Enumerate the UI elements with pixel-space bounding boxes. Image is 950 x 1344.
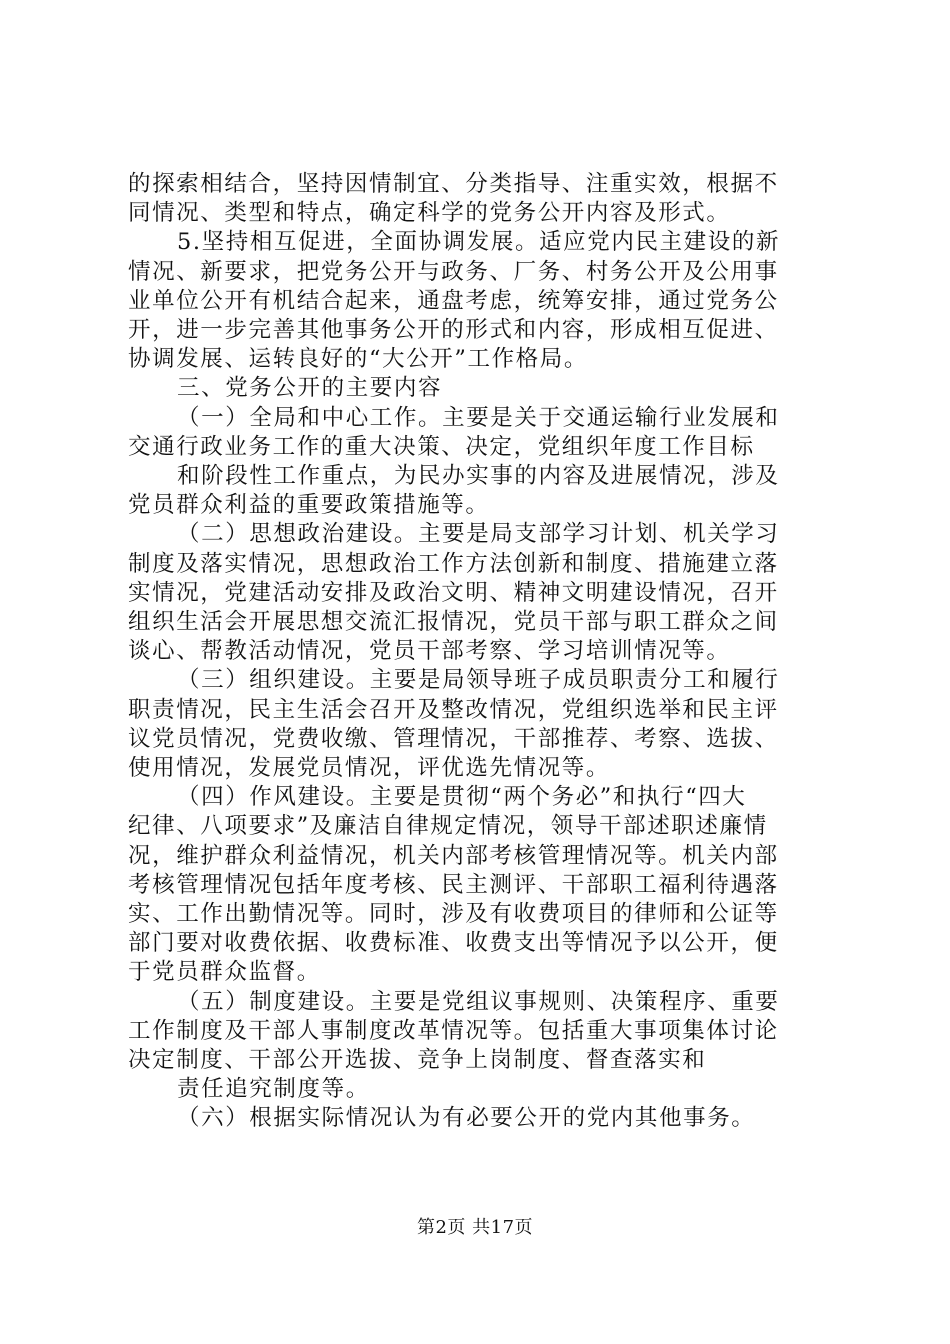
body-text-line: 的探索相结合，坚持因情制宜、分类指导、注重实效，根据不 — [128, 171, 779, 197]
body-text-line: 5.坚持相互促进，全面协调发展。适应党内民主建设的新 — [177, 229, 781, 255]
body-text-line: （六）根据实际情况认为有必要公开的党内其他事务。 — [177, 1105, 756, 1131]
body-text-line: （二）思想政治建设。主要是局支部学习计划、机关学习 — [177, 521, 780, 547]
body-text-line: 况，维护群众利益情况，机关内部考核管理情况等。机关内部 — [128, 843, 779, 869]
body-text-line: 交通行政业务工作的重大决策、决定，党组织年度工作目标 — [128, 434, 755, 460]
body-text-line: 职责情况，民主生活会召开及整改情况，党组织选举和民主评 — [128, 697, 779, 723]
body-text-line: 考核管理情况包括年度考核、民主测评、干部职工福利待遇落 — [128, 872, 779, 898]
body-text-line: 工作制度及干部人事制度改革情况等。包括重大事项集体讨论 — [128, 1018, 779, 1044]
body-text-line: （三）组织建设。主要是局领导班子成员职责分工和履行 — [177, 667, 780, 693]
body-text-line: 实情况，党建活动安排及政治文明、精神文明建设情况，召开 — [128, 580, 779, 606]
body-text-line: 议党员情况，党费收缴、管理情况，干部推荐、考察、选拔、 — [128, 726, 779, 752]
body-text-line: 于党员群众监督。 — [128, 959, 321, 985]
body-text-line: 和阶段性工作重点，为民办实事的内容及进展情况，涉及 — [177, 463, 780, 489]
body-text-line: 组织生活会开展思想交流汇报情况，党员干部与职工群众之间 — [128, 609, 779, 635]
body-text-line: 实、工作出勤情况等。同时，涉及有收费项目的律师和公证等 — [128, 901, 779, 927]
body-text-line: 制度及落实情况，思想政治工作方法创新和制度、措施建立落 — [128, 551, 779, 577]
body-text-line: 开，进一步完善其他事务公开的形式和内容，形成相互促进、 — [128, 317, 779, 343]
body-text-line: 同情况、类型和特点，确定科学的党务公开内容及形式。 — [128, 200, 731, 226]
body-text-line: 党员群众利益的重要政策措施等。 — [128, 492, 490, 518]
body-text-line: 纪律、八项要求”及廉洁自律规定情况，领导干部述职述廉情 — [128, 813, 768, 839]
section-heading: 三、党务公开的主要内容 — [177, 375, 443, 401]
body-text-line: 部门要对收费依据、收费标准、收费支出等情况予以公开，便 — [128, 930, 779, 956]
body-text-line: 使用情况，发展党员情况，评优选先情况等。 — [128, 755, 611, 781]
body-text-line: 业单位公开有机结合起来，通盘考虑，统筹安排，通过党务公 — [128, 288, 779, 314]
body-text-line: 谈心、帮教活动情况，党员干部考察、学习培训情况等。 — [128, 638, 731, 664]
body-text-line: 决定制度、干部公开选拔、竞争上岗制度、督查落实和 — [128, 1047, 707, 1073]
body-text-line: （四）作风建设。主要是贯彻“两个务必”和执行“四大 — [177, 784, 747, 810]
body-text-line: （一）全局和中心工作。主要是关于交通运输行业发展和 — [177, 405, 780, 431]
body-text-line: （五）制度建设。主要是党组议事规则、决策程序、重要 — [177, 989, 780, 1015]
body-text-line: 协调发展、运转良好的“大公开”工作格局。 — [128, 346, 589, 372]
page-number-footer: 第2页 共17页 — [416, 1217, 534, 1238]
body-text-line: 责任追究制度等。 — [177, 1076, 370, 1102]
body-text-line: 情况、新要求，把党务公开与政务、厂务、村务公开及公用事 — [128, 259, 779, 285]
